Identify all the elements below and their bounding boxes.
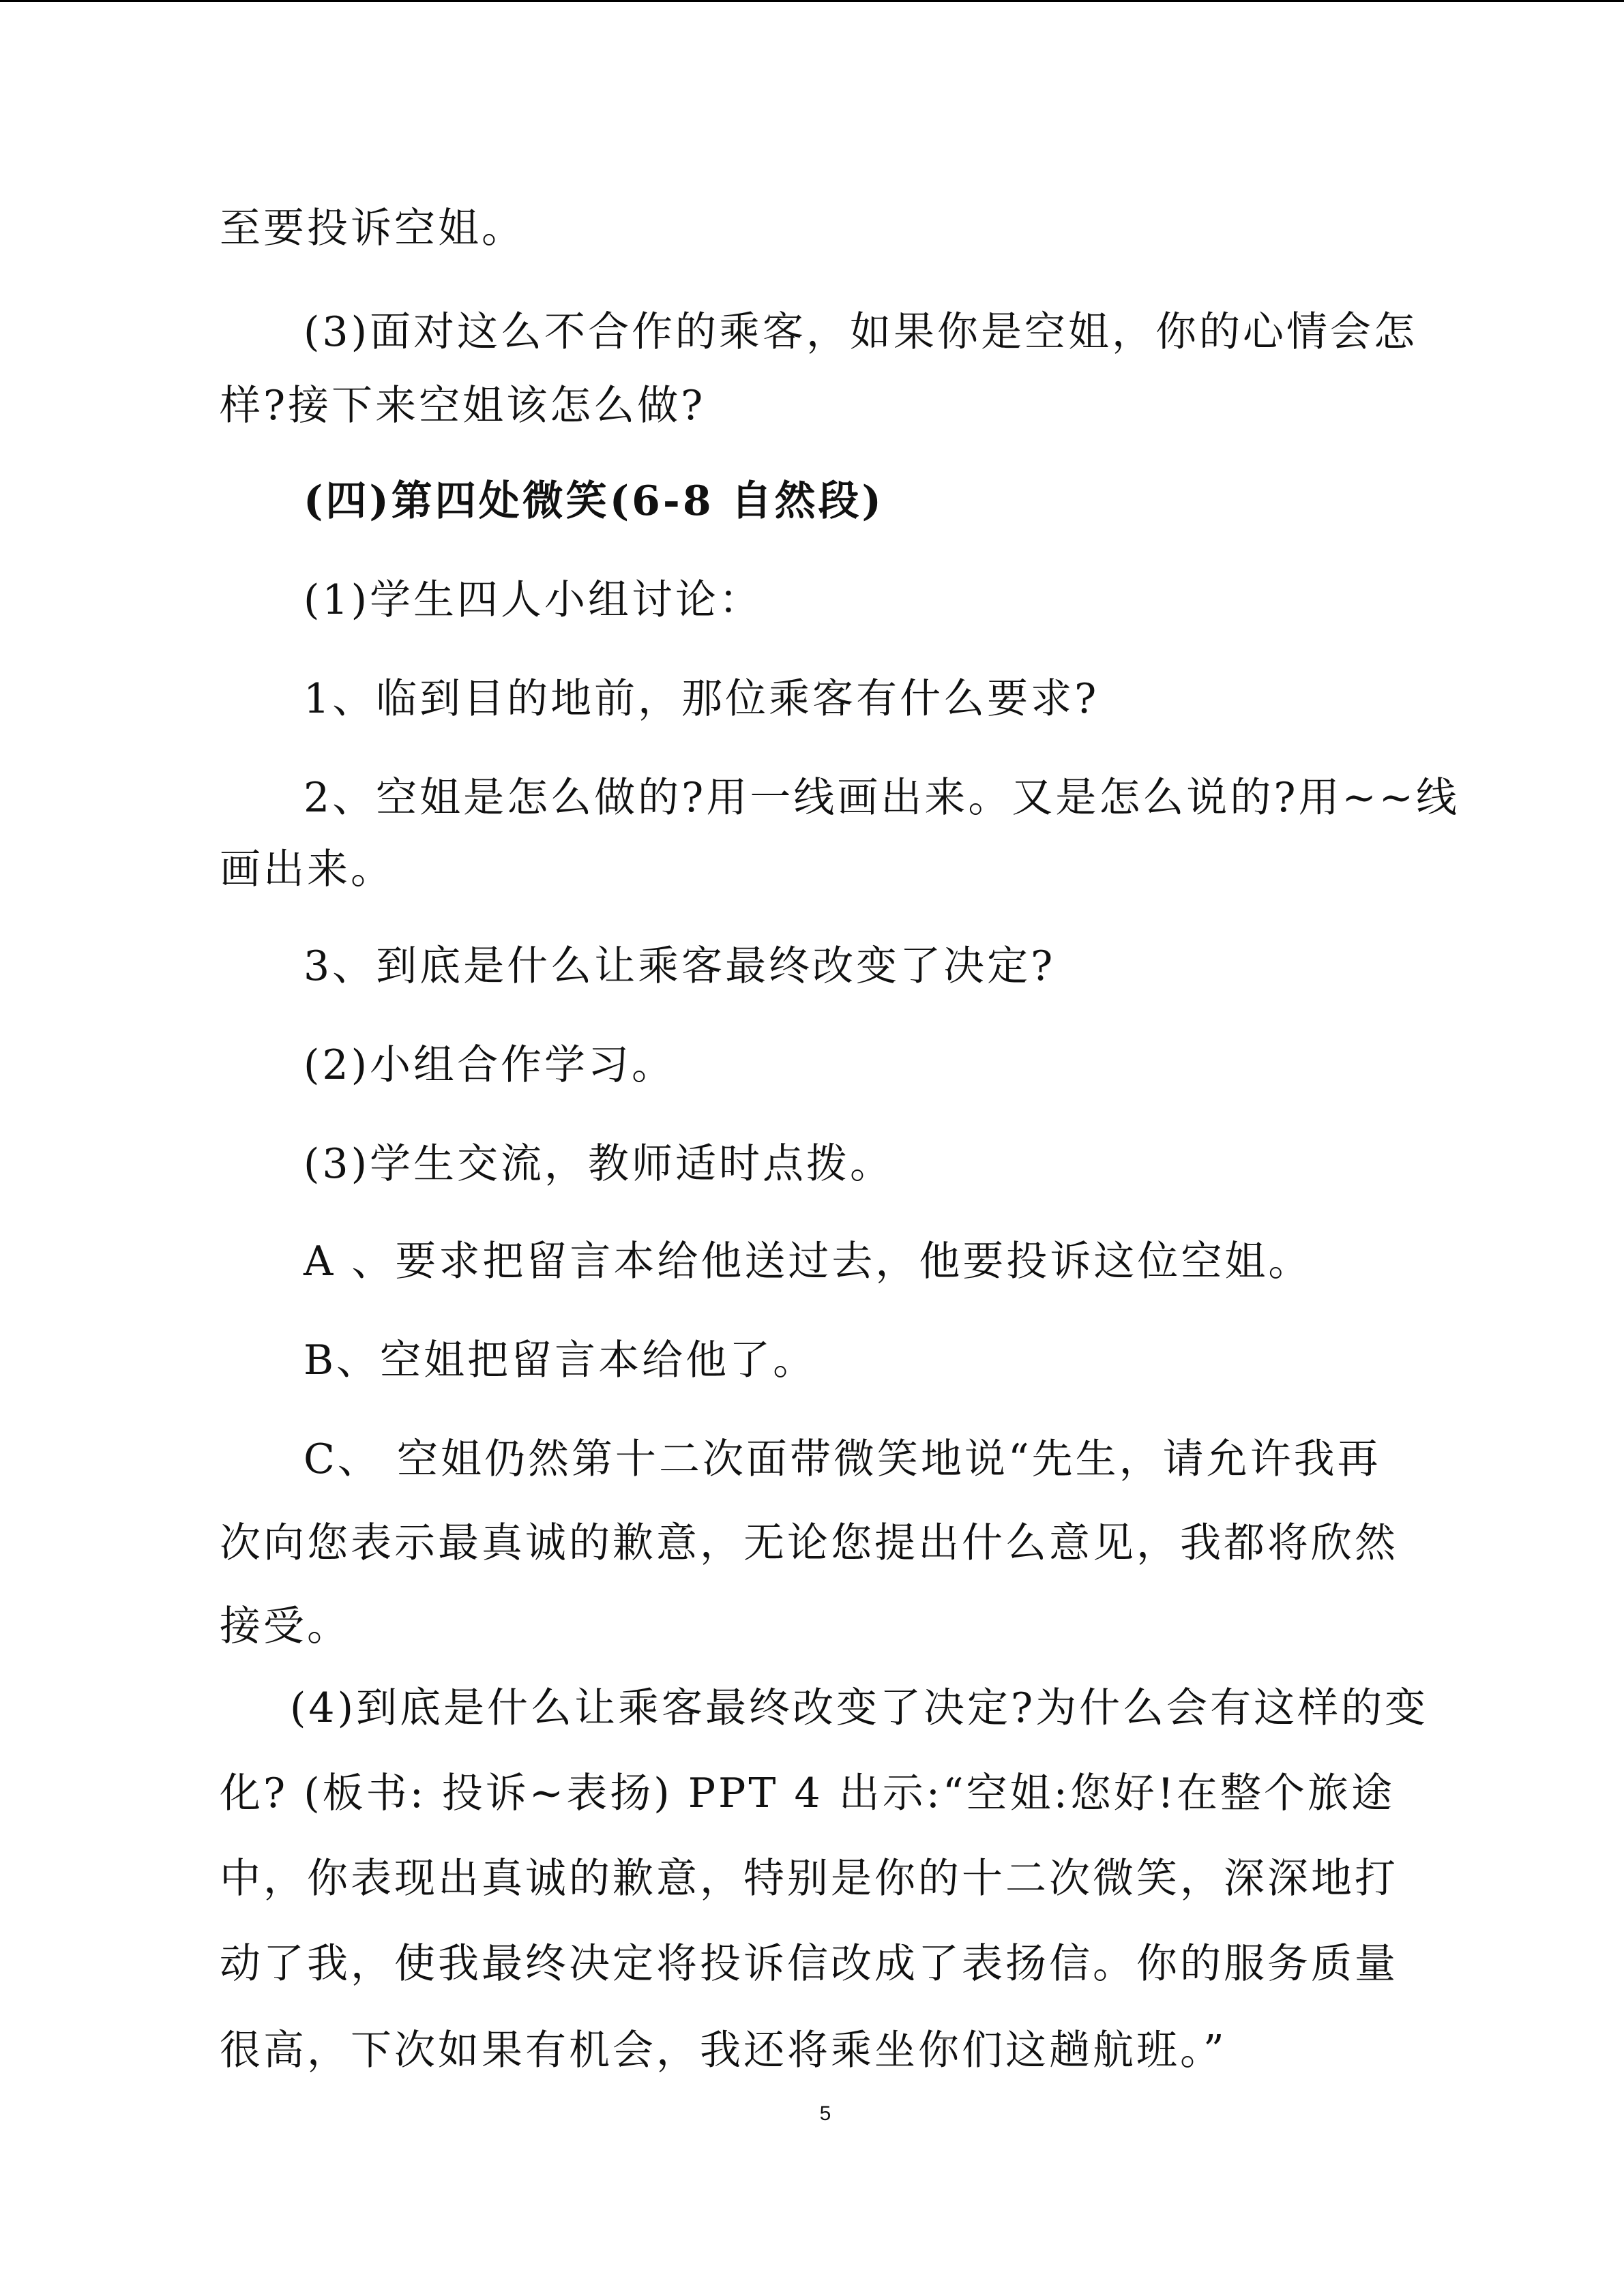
body-line: (2)小组合作学习。 (304, 1041, 675, 1089)
body-line: (3)面对这么不合作的乘客，如果你是空姐，你的心情会怎 (304, 308, 1417, 356)
section-heading: (四)第四处微笑(6-8 自然段) (304, 477, 884, 525)
body-line: 中，你表现出真诚的歉意，特别是你的十二次微笑，深深地打 (220, 1855, 1398, 1903)
body-line: (3)学生交流，教师适时点拨。 (304, 1140, 894, 1188)
body-line: 动了我，使我最终决定将投诉信改成了表扬信。你的服务质量 (220, 1940, 1398, 1988)
body-line: 化? (板书: 投诉~表扬) PPT 4 出示:“空姐:您好!在整个旅途 (220, 1770, 1395, 1817)
body-line: 2、空姐是怎么做的?用一线画出来。又是怎么说的?用~~线 (304, 774, 1460, 822)
body-line: A 、要求把留言本给他送过去，他要投诉这位空姐。 (304, 1238, 1312, 1285)
body-line: 很高，下次如果有机会，我还将乘坐你们这趟航班。” (220, 2027, 1227, 2074)
body-line: B、空姐把留言本给他了。 (304, 1337, 817, 1384)
page-number: 5 (819, 2102, 831, 2125)
body-line: (4)到底是什么让乘客最终改变了决定?为什么会有这样的变 (290, 1684, 1429, 1732)
body-line: 接受。 (220, 1602, 351, 1650)
body-line: 1、临到目的地前，那位乘客有什么要求? (304, 675, 1099, 723)
body-line: 至要投诉空姐。 (220, 205, 525, 252)
body-line: (1)学生四人小组讨论： (304, 576, 763, 624)
body-line: 3、到底是什么让乘客最终改变了决定? (304, 942, 1056, 990)
body-line: 样?接下来空姐该怎么做? (220, 382, 706, 430)
body-line: 画出来。 (220, 846, 394, 893)
body-line: C、 空姐仍然第十二次面带微笑地说“先生，请允许我再 (304, 1435, 1381, 1483)
body-line: 次向您表示最真诚的歉意，无论您提出什么意见，我都将欣然 (220, 1519, 1398, 1567)
